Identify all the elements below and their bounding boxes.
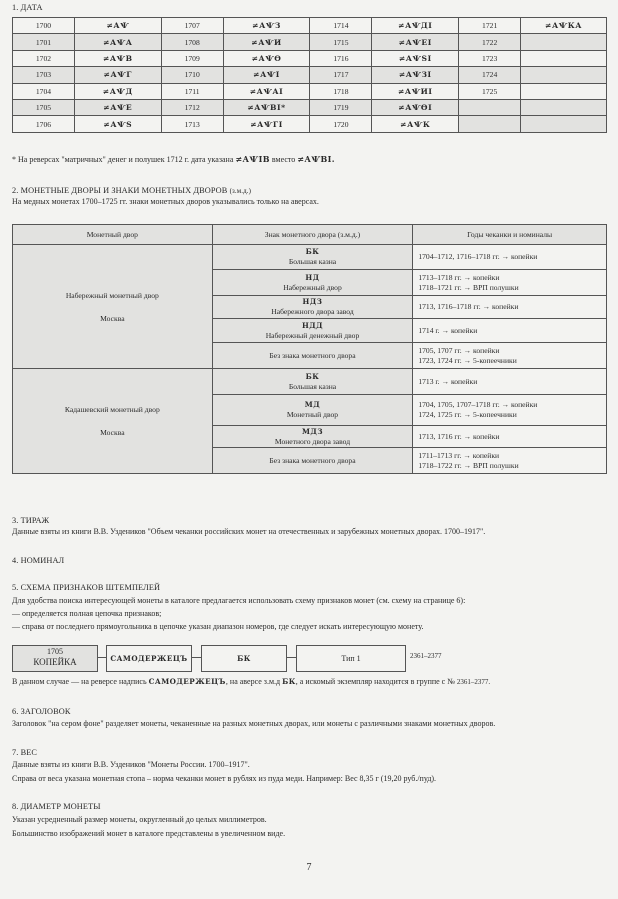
section-weight-title: 7. ВЕС — [12, 748, 38, 757]
mint-years-line: 1723, 1724 гг. → 5-копеечники — [418, 355, 517, 365]
date-year-cell: 1718 — [310, 83, 372, 99]
date-code-cell: ≠АѰК — [372, 116, 459, 132]
scheme-example-legend: САМОДЕРЖЕЦЪ — [148, 677, 226, 686]
weight-line-1: Данные взяты из книги В.В. Уздеников "Монеты России. 1700–1917". — [12, 760, 250, 769]
section-mints-title — [12, 186, 251, 195]
date-code-cell — [521, 83, 607, 99]
section-diameter-title: 8. ДИАМЕТР МОНЕТЫ — [12, 802, 101, 811]
date-year-cell: 1703 — [13, 67, 75, 83]
date-year-cell: 1719 — [310, 99, 372, 115]
section-heading-title: 6. ЗАГОЛОВОК — [12, 707, 71, 716]
mint-years-line: 1718–1722 гг. → ВРП полушки — [418, 460, 519, 470]
mint-years-cell — [413, 395, 607, 426]
mint-mark-cell — [212, 245, 413, 270]
date-code-cell: ≠АѰДІ — [372, 18, 459, 34]
mint-years-line: 1724, 1725 гг. → 5-копеечники — [418, 410, 517, 419]
scheme-link-2 — [191, 657, 201, 658]
scheme-example-range: 2361–2377. — [456, 678, 491, 686]
footnote-code-matrix: ≠АѰІВ — [235, 154, 270, 164]
mint-years-line: 1713 г. → копейки — [418, 376, 478, 386]
date-code-cell: ≠АѰГ — [74, 67, 161, 83]
mint-name: Кадашевский монетный двор — [64, 405, 160, 414]
mint-mark-code: НДЗ — [302, 297, 323, 306]
mint-name: Набережный монетный двор — [65, 290, 159, 300]
date-code-cell: ≠АѰАІ — [223, 83, 310, 99]
scheme-link-3 — [286, 657, 296, 658]
mint-years-cell — [413, 343, 607, 369]
mint-years-cell — [413, 245, 607, 270]
mint-years-cell — [413, 369, 607, 395]
mint-table — [12, 224, 607, 474]
date-code-cell: ≠АѰД — [74, 83, 161, 99]
date-year-cell: 1716 — [310, 50, 372, 66]
date-code-cell: ≠АѰЕ — [74, 99, 161, 115]
mint-years-cell — [413, 319, 607, 343]
page-number: 7 — [306, 862, 312, 873]
scheme-example-mark: БК — [282, 677, 296, 686]
scheme-mark: БК — [237, 654, 251, 663]
mint-mark-label: Большая казна — [288, 381, 337, 391]
mint-mark-label: Набережный двор — [283, 282, 342, 292]
scheme-box-legend — [106, 645, 192, 672]
mint-mark-cell — [212, 448, 413, 474]
scheme-range: 2361–2377 — [410, 652, 442, 660]
mint-header-mark: Знак монетного двора (з.м.д.) — [212, 225, 413, 245]
date-year-cell: 1701 — [13, 34, 75, 50]
mint-mark-code: НДД — [301, 320, 324, 330]
mint-years-line: 1718–1721 гг. → ВРП полушки — [418, 282, 519, 292]
footnote-text: * На реверсах "матричных" денег и полушек 1712 г. дата указана — [12, 155, 234, 164]
scheme-box-type — [296, 645, 406, 672]
date-year-cell: 1707 — [161, 18, 223, 34]
mint-mark-label: Без знака монетного двора — [269, 350, 356, 360]
mint-years-line: 1713–1718 гг. → копейки — [418, 272, 500, 282]
mint-mark-code: НД — [305, 272, 320, 282]
mint-mark-label: Набережный денежный двор — [265, 330, 360, 340]
mint-mark-cell — [212, 369, 413, 395]
date-code-cell: ≠АѰИІ — [372, 83, 459, 99]
scheme-link-1 — [97, 657, 106, 658]
date-year-cell: 1713 — [161, 116, 223, 132]
scheme-denom: КОПЕЙКА — [33, 657, 77, 667]
date-row — [13, 50, 607, 66]
mint-years-line: 1704, 1705, 1707–1718 гг. → копейки — [418, 400, 538, 409]
date-code-cell: ≠АѰѲІ — [372, 99, 459, 115]
mint-name-cell — [13, 369, 213, 474]
mint-mark-cell — [212, 395, 413, 426]
footnote-text-instead: вместо — [271, 155, 296, 164]
diameter-line-1: Указан усредненный размер монеты, округленный до целых миллиметров. — [12, 815, 267, 824]
mint-mark-cell — [212, 426, 413, 448]
section-denomination-title: 4. НОМИНАЛ — [12, 556, 65, 565]
date-code-cell: ≠АѰЗ — [223, 18, 310, 34]
mint-row — [13, 369, 607, 395]
scheme-box-denomination — [12, 645, 98, 672]
date-footnote — [12, 154, 335, 166]
mint-header-years: Годы чеканки и номиналы — [413, 225, 607, 245]
date-year-cell: 1700 — [13, 18, 75, 34]
date-year-cell: 1722 — [459, 34, 521, 50]
date-code-cell: ≠АѰВІ* — [223, 99, 310, 115]
date-code-cell: ≠АѰА — [74, 34, 161, 50]
mint-mark-cell — [212, 343, 413, 369]
mint-years-line: 1713, 1716–1718 гг. → копейки — [418, 302, 519, 311]
mint-years-cell — [413, 270, 607, 296]
date-code-cell: ≠АѰЗІ — [372, 67, 459, 83]
date-year-cell: 1721 — [459, 18, 521, 34]
date-code-cell: ≠АѰ — [74, 18, 161, 34]
scheme-example-part-3: , а искомый экземпляр находится в группе с № — [295, 677, 455, 686]
mints-intro: На медных монетах 1700–1725 гг. знаки монетных дворов указывались только на аверсах. — [12, 197, 319, 206]
mint-city: Москва — [100, 428, 125, 437]
date-year-cell: 1710 — [161, 67, 223, 83]
mint-years-line: 1713, 1716 гг. → копейки — [418, 431, 500, 441]
date-code-cell — [521, 67, 607, 83]
scheme-type: Тип 1 — [341, 654, 361, 663]
date-year-cell: 1712 — [161, 99, 223, 115]
date-year-cell: 1725 — [459, 83, 521, 99]
date-code-cell: ≠АѰИ — [223, 34, 310, 50]
diameter-line-2: Большинство изображений монет в каталоге представлены в увеличенном виде. — [12, 829, 286, 838]
mint-years-line: 1704–1712, 1716–1718 гг. → копейки — [418, 252, 538, 261]
mint-mark-label: Монетный двор — [286, 410, 339, 419]
date-code-cell: ≠АѰЅ — [74, 116, 161, 132]
heading-text: Заголовок "на сером фоне" разделяет монеты, чеканенные на разных монетных дворах, или монеты с различными знаками монетных дворов. — [12, 719, 496, 728]
mint-mark-cell — [212, 270, 413, 296]
date-row — [13, 67, 607, 83]
mintage-text: Данные взяты из книги В.В. Уздеников "Объем чеканки российских монет на отечественных и зарубежных монетных дворах. 1700–1917". — [12, 527, 486, 536]
date-year-cell: 1711 — [161, 83, 223, 99]
scheme-example-part-1: В данном случае — на реверсе надпись — [12, 677, 147, 686]
mint-mark-label: Набережного двора завод — [271, 307, 354, 316]
date-row — [13, 99, 607, 115]
scheme-example-part-2: , на аверсе з.м.д — [225, 677, 281, 686]
date-year-cell: 1702 — [13, 50, 75, 66]
scheme-year: 1705 — [47, 647, 63, 656]
date-year-cell: 1705 — [13, 99, 75, 115]
mint-years-cell — [413, 448, 607, 474]
mint-mark-label: Монетного двора завод — [274, 436, 351, 446]
mint-mark-cell — [212, 319, 413, 343]
mint-mark-label: Без знака монетного двора — [269, 455, 356, 465]
mint-years-line: 1714 г. → копейки — [418, 325, 478, 335]
date-year-cell: 1717 — [310, 67, 372, 83]
date-row — [13, 18, 607, 34]
date-year-cell — [459, 116, 521, 132]
date-code-cell: ≠АѰГІ — [223, 116, 310, 132]
mint-mark-code: МДЗ — [301, 426, 323, 436]
scheme-line-3: — справа от последнего прямоугольника в цепочке указан диапазон номеров, где следует искать интересующую монету. — [12, 622, 424, 631]
date-table — [12, 17, 607, 133]
section-mints-label: 2. МОНЕТНЫЕ ДВОРЫ И ЗНАКИ МОНЕТНЫХ ДВОРОВ — [12, 186, 228, 195]
date-year-cell: 1724 — [459, 67, 521, 83]
date-code-cell — [521, 50, 607, 66]
mint-mark-cell — [212, 296, 413, 319]
scheme-legend: САМОДЕРЖЕЦЪ — [110, 654, 188, 663]
date-year-cell: 1706 — [13, 116, 75, 132]
section-mintage-title: 3. ТИРАЖ — [12, 516, 50, 525]
section-scheme-title: 5. СХЕМА ПРИЗНАКОВ ШТЕМПЕЛЕЙ — [12, 583, 161, 592]
scheme-example — [12, 677, 490, 688]
section-date-title: 1. ДАТА — [12, 3, 43, 12]
date-code-cell: ≠АѰЅІ — [372, 50, 459, 66]
date-year-cell — [459, 99, 521, 115]
mint-row — [13, 245, 607, 270]
date-year-cell: 1715 — [310, 34, 372, 50]
footnote-code-normal: ≠АѰВІ. — [297, 154, 335, 164]
date-code-cell: ≠АѰКА — [521, 18, 607, 34]
date-code-cell — [521, 99, 607, 115]
date-year-cell: 1714 — [310, 18, 372, 34]
date-year-cell: 1720 — [310, 116, 372, 132]
mint-years-cell — [413, 296, 607, 319]
date-row — [13, 34, 607, 50]
mint-city: Москва — [100, 313, 125, 323]
scheme-line-2: — определяется полная цепочка признаков; — [12, 609, 162, 618]
mint-years-line: 1711–1713 гг. → копейки — [418, 450, 500, 460]
date-code-cell — [521, 34, 607, 50]
weight-line-2: Справа от веса указана монетная стопа – норма чеканки монет в рублях из пуда меди. Например: Вес 8,35 г (19,20 руб./пуд). — [12, 774, 437, 783]
date-code-cell: ≠АѰІ — [223, 67, 310, 83]
mint-years-line: 1705, 1707 гг. → копейки — [418, 345, 500, 355]
mint-mark-label: Большая казна — [288, 257, 337, 266]
mint-mark-code: МД — [304, 400, 321, 409]
mint-years-cell — [413, 426, 607, 448]
date-year-cell: 1708 — [161, 34, 223, 50]
mint-header-mint: Монетный двор — [13, 225, 213, 245]
scheme-line-1: Для удобства поиска интересующей монеты в каталоге предлагается использовать схему признаков монет (см. схему на странице 6): — [12, 596, 466, 605]
date-year-cell: 1723 — [459, 50, 521, 66]
mint-mark-code: БК — [305, 247, 320, 256]
section-mints-abbr: (з.м.д.) — [229, 187, 252, 195]
scheme-box-mark — [201, 645, 287, 672]
date-code-cell: ≠АѰѲ — [223, 50, 310, 66]
date-year-cell: 1709 — [161, 50, 223, 66]
date-year-cell: 1704 — [13, 83, 75, 99]
date-code-cell — [521, 116, 607, 132]
mint-mark-code: БК — [305, 371, 320, 381]
date-row — [13, 116, 607, 132]
date-code-cell: ≠АѰЕІ — [372, 34, 459, 50]
mint-name-cell — [13, 245, 213, 369]
date-code-cell: ≠АѰВ — [74, 50, 161, 66]
date-row — [13, 83, 607, 99]
